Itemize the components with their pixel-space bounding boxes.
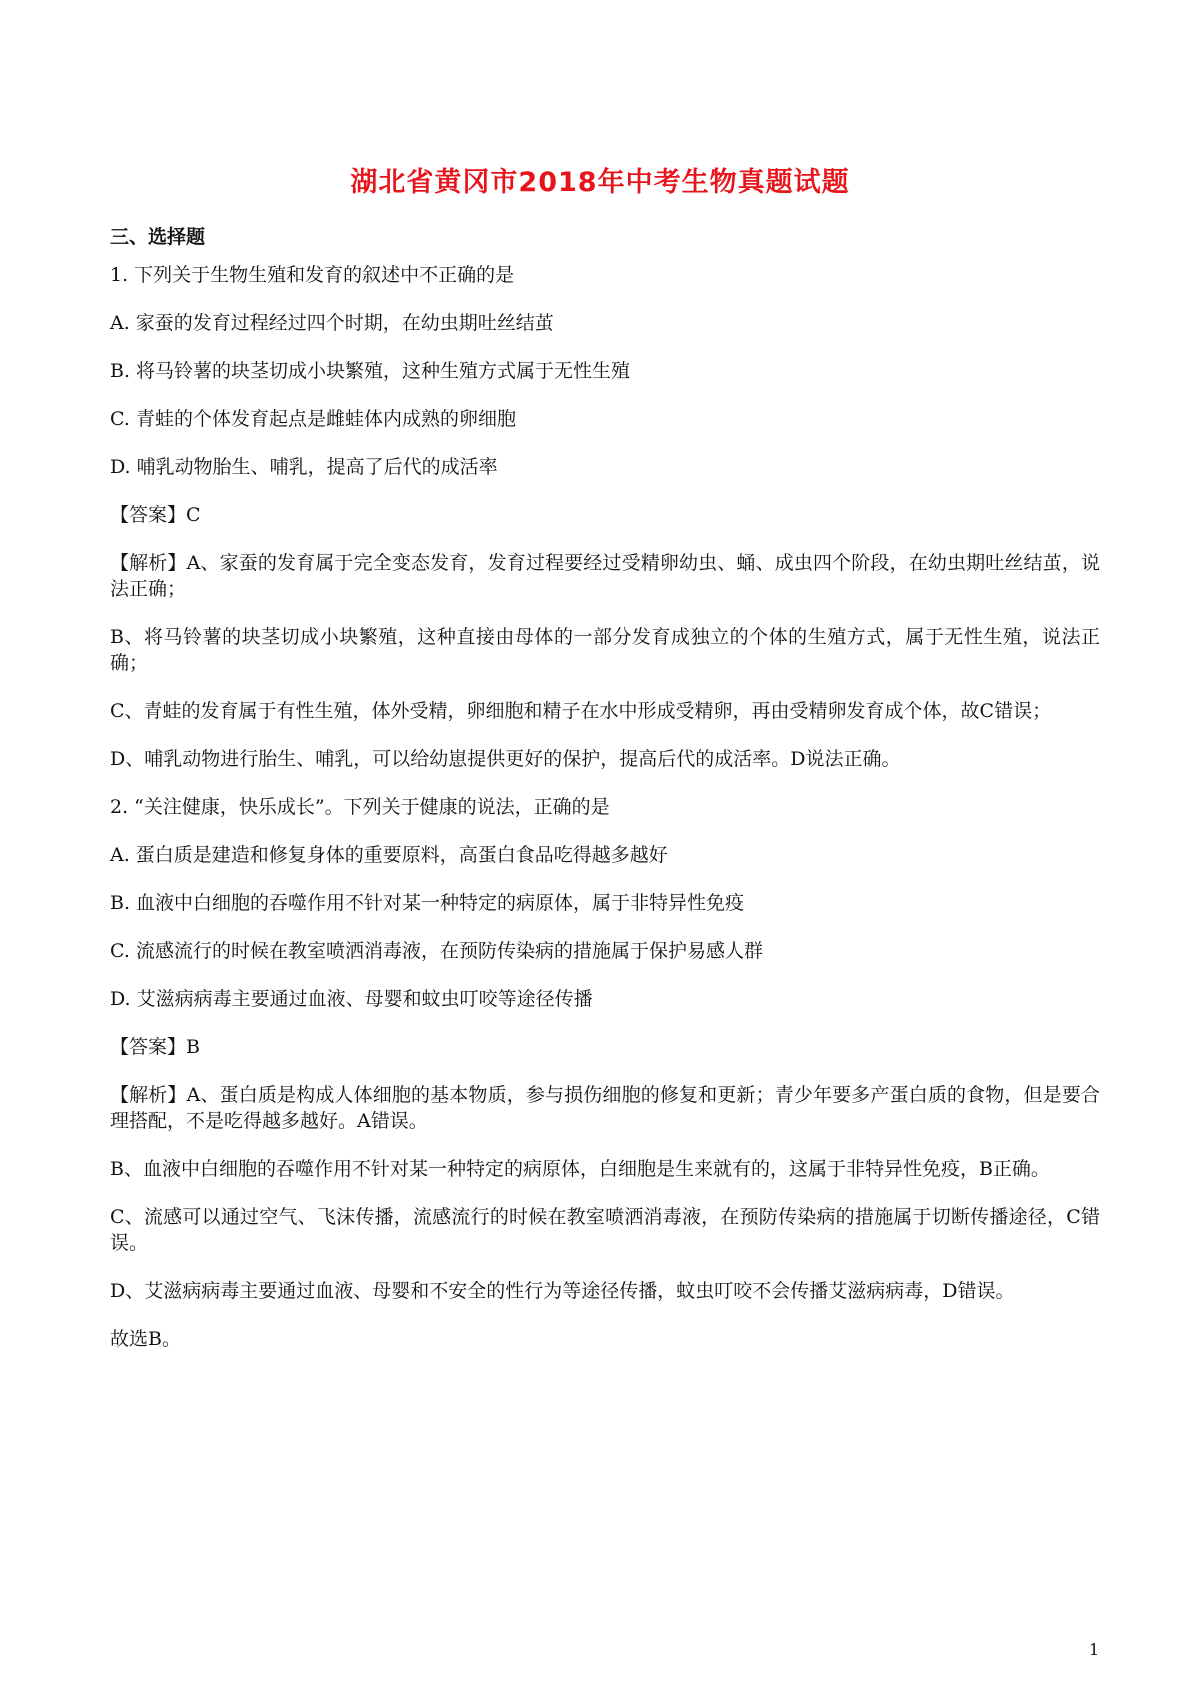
question-stem: 2. “关注健康，快乐成长”。下列关于健康的说法，正确的是 — [110, 796, 610, 818]
option-d: D. 艾滋病病毒主要通过血液、母婴和蚊虫叮咬等途径传播 — [110, 988, 593, 1010]
page-number: 1 — [1089, 1640, 1100, 1659]
option-b: B. 血液中白细胞的吞噬作用不针对某一种特定的病原体，属于非特异性免疫 — [110, 892, 745, 914]
question-stem: 1. 下列关于生物生殖和发育的叙述中不正确的是 — [110, 264, 515, 286]
answer: 【答案】C — [110, 504, 201, 526]
analysis-a: 【解析】A、家蚕的发育属于完全变态发育，发育过程要经过受精卵幼虫、蛹、成虫四个阶段，在幼虫期吐丝结茧，说法正确； — [110, 552, 1100, 600]
conclusion: 故选B。 — [110, 1328, 181, 1350]
answer: 【答案】B — [110, 1036, 200, 1058]
analysis-d: D、艾滋病病毒主要通过血液、母婴和不安全的性行为等途径传播，蚊虫叮咬不会传播艾滋病病毒，D错误。 — [110, 1280, 1015, 1302]
page-title: 湖北省黄冈市2018年中考生物真题试题 — [350, 167, 850, 198]
option-d: D. 哺乳动物胎生、哺乳，提高了后代的成活率 — [110, 456, 498, 478]
question-2 — [110, 794, 1100, 1352]
option-c: C. 青蛙的个体发育起点是雌蛙体内成熟的卵细胞 — [110, 408, 516, 430]
section-heading: 三、选择题 — [110, 226, 206, 248]
analysis-d: D、哺乳动物进行胎生、哺乳，可以给幼崽提供更好的保护，提高后代的成活率。D说法正确。 — [110, 748, 901, 770]
question-1 — [110, 262, 1100, 772]
option-b: B. 将马铃薯的块茎切成小块繁殖，这种生殖方式属于无性生殖 — [110, 360, 631, 382]
option-a: A. 蛋白质是建造和修复身体的重要原料，高蛋白食品吃得越多越好 — [110, 844, 668, 866]
document-body — [110, 262, 1100, 1374]
analysis-b: B、将马铃薯的块茎切成小块繁殖，这种直接由母体的一部分发育成独立的个体的生殖方式，属于无性生殖，说法正确； — [110, 626, 1100, 674]
analysis-c: C、青蛙的发育属于有性生殖，体外受精，卵细胞和精子在水中形成受精卵，再由受精卵发育成个体，故C错误； — [110, 700, 1052, 722]
analysis-a: 【解析】A、蛋白质是构成人体细胞的基本物质，参与损伤细胞的修复和更新；青少年要多产蛋白质的食物，但是要合理搭配，不是吃得越多越好。A错误。 — [110, 1084, 1100, 1132]
analysis-c: C、流感可以通过空气、飞沫传播，流感流行的时候在教室喷洒消毒液，在预防传染病的措施属于切断传播途径，C错误。 — [110, 1206, 1100, 1254]
option-a: A. 家蚕的发育过程经过四个时期，在幼虫期吐丝结茧 — [110, 312, 554, 334]
option-c: C. 流感流行的时候在教室喷洒消毒液，在预防传染病的措施属于保护易感人群 — [110, 940, 763, 962]
analysis-b: B、血液中白细胞的吞噬作用不针对某一种特定的病原体，白细胞是生来就有的，这属于非特异性免疫，B正确。 — [110, 1158, 1050, 1180]
